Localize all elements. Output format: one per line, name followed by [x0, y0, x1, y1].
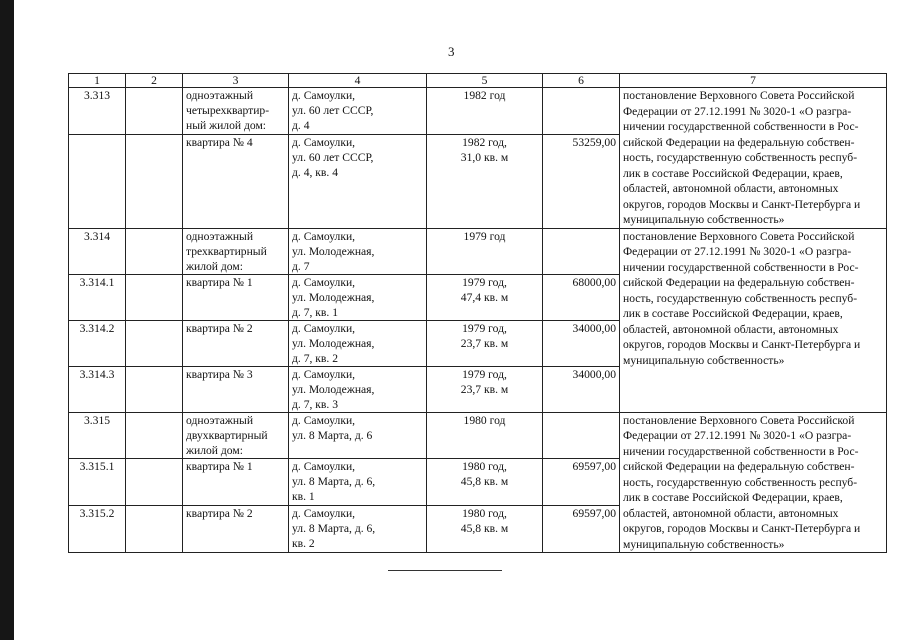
header-col-5: 5: [427, 74, 543, 88]
footer-rule: [388, 570, 502, 571]
cell-line: сийской Федерации на федеральную собствен-: [623, 276, 855, 289]
balance-value: [543, 88, 620, 135]
object-address: [289, 412, 427, 459]
row-number: 3.315.2: [69, 506, 126, 553]
empty-cell: [126, 274, 183, 320]
row-number: 3.314.1: [69, 274, 126, 320]
cell-line: 47,4 кв. м: [460, 290, 509, 304]
legal-basis: [620, 228, 887, 412]
header-col-3: 3: [183, 74, 289, 88]
empty-cell: [126, 134, 183, 228]
cell-line: д. Самоулки,: [292, 229, 356, 243]
cell-line: квартира № 2: [186, 321, 253, 335]
cell-line: постановление Верховного Совета Российской: [623, 89, 855, 102]
year-and-area: [427, 228, 543, 274]
cell-line: сийской Федерации на федеральную собствен-: [623, 460, 855, 473]
cell-line: ул. Молодежная,: [292, 244, 375, 258]
cell-line: областей, автономной области, автономных: [623, 322, 839, 336]
year-and-area: [427, 134, 543, 228]
cell-line: лик в составе Российской Федерации, краев,: [623, 307, 843, 320]
cell-line: одноэтажный: [186, 89, 254, 102]
row-number: 3.314.3: [69, 366, 126, 412]
header-col-4: 4: [289, 74, 427, 88]
property-registry-table: [68, 73, 887, 553]
empty-cell: [126, 366, 183, 412]
cell-line: 1980 год: [463, 413, 506, 427]
cell-line: 31,0 кв. м: [460, 150, 509, 164]
year-and-area: [427, 459, 543, 506]
empty-cell: [126, 412, 183, 459]
cell-line: 23,7 кв. м: [460, 382, 509, 396]
table-row: [69, 412, 887, 459]
cell-line: трехквартирный: [186, 244, 267, 258]
object-name: [183, 88, 289, 135]
cell-line: ничении государственной собственности в Рос-: [623, 444, 859, 458]
cell-line: д. Самоулки,: [292, 507, 356, 521]
cell-line: квартира № 1: [186, 275, 253, 289]
cell-line: квартира № 4: [186, 135, 253, 149]
cell-line: д. 7, кв. 1: [292, 305, 338, 319]
object-name: [183, 366, 289, 412]
row-number: 3.314: [69, 228, 126, 274]
row-number: 3.315: [69, 412, 126, 459]
empty-cell: [126, 88, 183, 135]
cell-line: ность, государственную собственность респуб-: [623, 475, 858, 489]
cell-line: ность, государственную собственность респуб-: [623, 291, 858, 305]
legal-basis: [620, 88, 887, 229]
object-name: [183, 506, 289, 553]
object-address: [289, 88, 427, 135]
cell-line: 1979 год,: [462, 321, 507, 335]
cell-line: округов, городов Москвы и Санкт-Петербурга и: [623, 197, 861, 211]
cell-line: лик в составе Российской Федерации, краев,: [623, 166, 843, 180]
cell-line: постановление Верховного Совета Российской: [623, 229, 855, 243]
year-and-area: [427, 88, 543, 135]
cell-line: 1979 год,: [462, 367, 507, 381]
cell-line: д. Самоулки,: [292, 367, 356, 381]
object-name: [183, 459, 289, 506]
cell-line: областей, автономной области, автономных: [623, 506, 839, 520]
header-col-7: 7: [620, 74, 887, 88]
cell-line: одноэтажный: [186, 229, 254, 243]
object-address: [289, 274, 427, 320]
cell-line: д. 7, кв. 3: [292, 397, 338, 411]
cell-line: лик в составе Российской Федерации, краев,: [623, 491, 843, 504]
cell-line: ный жилой дом:: [186, 119, 267, 132]
cell-line: д. 4: [292, 119, 310, 132]
empty-cell: [126, 228, 183, 274]
legal-basis: [620, 412, 887, 553]
cell-line: четырехквартир-: [186, 104, 270, 117]
cell-line: 45,8 кв. м: [460, 475, 509, 489]
cell-line: жилой дом:: [186, 443, 243, 457]
cell-line: д. Самоулки,: [292, 275, 356, 289]
cell-line: постановление Верховного Совета Российской: [623, 413, 855, 427]
cell-line: округов, городов Москвы и Санкт-Петербурга и: [623, 338, 861, 351]
cell-line: квартира № 3: [186, 367, 253, 381]
cell-line: Федерации от 27.12.1991 № 3020-1 «О разгра-: [623, 245, 852, 258]
object-name: [183, 274, 289, 320]
row-number: 3.314.2: [69, 320, 126, 366]
cell-line: д. 4, кв. 4: [292, 165, 338, 179]
cell-line: 1979 год: [463, 229, 506, 243]
balance-value: 69597,00: [543, 459, 620, 506]
object-name: [183, 320, 289, 366]
year-and-area: [427, 412, 543, 459]
page-number: 3: [448, 44, 455, 59]
cell-line: ул. 60 лет СССР,: [292, 104, 374, 117]
cell-line: ничении государственной собственности в Рос-: [623, 120, 859, 133]
cell-line: ничении государственной собственности в Рос-: [623, 260, 859, 274]
table-row: [69, 228, 887, 274]
cell-line: квартира № 2: [186, 507, 253, 521]
cell-line: жилой дом:: [186, 259, 243, 273]
object-address: [289, 506, 427, 553]
cell-line: д. 7: [292, 259, 310, 273]
scan-border: [0, 0, 14, 640]
cell-line: Федерации от 27.12.1991 № 3020-1 «О разгра-: [623, 429, 852, 442]
header-col-2: 2: [126, 74, 183, 88]
cell-line: кв. 2: [292, 537, 315, 551]
table-row: [69, 88, 887, 135]
cell-line: д. Самоулки,: [292, 321, 356, 335]
row-number: 3.313: [69, 88, 126, 135]
header-col-1: 1: [69, 74, 126, 88]
row-number: 3.315.1: [69, 459, 126, 506]
cell-line: ул. 8 Марта, д. 6,: [292, 475, 376, 489]
cell-line: муниципальную собственность»: [623, 537, 785, 551]
cell-line: ул. 8 Марта, д. 6: [292, 428, 373, 442]
cell-line: двухквартирный: [186, 428, 268, 442]
object-name: [183, 228, 289, 274]
cell-line: сийской Федерации на федеральную собствен-: [623, 135, 855, 149]
empty-cell: [126, 459, 183, 506]
cell-line: ул. Молодежная,: [292, 382, 375, 396]
header-col-6: 6: [543, 74, 620, 88]
balance-value: [543, 228, 620, 274]
cell-line: Федерации от 27.12.1991 № 3020-1 «О разгра-: [623, 104, 852, 118]
cell-line: д. 7, кв. 2: [292, 351, 338, 365]
cell-line: кв. 1: [292, 490, 315, 504]
cell-line: ул. 8 Марта, д. 6,: [292, 522, 376, 536]
object-address: [289, 320, 427, 366]
cell-line: ул. Молодежная,: [292, 336, 375, 350]
cell-line: 1982 год,: [462, 135, 507, 149]
empty-cell: [126, 320, 183, 366]
cell-line: муниципальную собственность»: [623, 353, 785, 367]
object-address: [289, 228, 427, 274]
cell-line: д. Самоулки,: [292, 89, 356, 102]
cell-line: округов, городов Москвы и Санкт-Петербурга и: [623, 522, 861, 535]
cell-line: муниципальную собственность»: [623, 213, 785, 226]
row-number: [69, 134, 126, 228]
object-address: [289, 366, 427, 412]
object-address: [289, 459, 427, 506]
cell-line: 45,8 кв. м: [460, 522, 509, 536]
balance-value: 34000,00: [543, 320, 620, 366]
cell-line: д. Самоулки,: [292, 413, 356, 427]
cell-line: 1979 год,: [462, 275, 507, 289]
cell-line: 23,7 кв. м: [460, 336, 509, 350]
cell-line: ул. Молодежная,: [292, 290, 375, 304]
header-row: [69, 74, 887, 88]
object-address: [289, 134, 427, 228]
object-name: [183, 412, 289, 459]
cell-line: областей, автономной области, автономных: [623, 182, 839, 195]
object-name: [183, 134, 289, 228]
balance-value: 68000,00: [543, 274, 620, 320]
balance-value: 53259,00: [543, 134, 620, 228]
cell-line: одноэтажный: [186, 413, 254, 427]
cell-line: 1980 год,: [462, 507, 507, 521]
balance-value: 34000,00: [543, 366, 620, 412]
cell-line: 1980 год,: [462, 460, 507, 474]
cell-line: ул. 60 лет СССР,: [292, 150, 374, 164]
year-and-area: [427, 274, 543, 320]
year-and-area: [427, 366, 543, 412]
year-and-area: [427, 320, 543, 366]
cell-line: 1982 год: [463, 89, 506, 102]
empty-cell: [126, 506, 183, 553]
cell-line: д. Самоулки,: [292, 460, 356, 474]
year-and-area: [427, 506, 543, 553]
balance-value: 69597,00: [543, 506, 620, 553]
cell-line: ность, государственную собственность респуб-: [623, 151, 858, 164]
cell-line: д. Самоулки,: [292, 135, 356, 149]
cell-line: квартира № 1: [186, 460, 253, 474]
balance-value: [543, 412, 620, 459]
